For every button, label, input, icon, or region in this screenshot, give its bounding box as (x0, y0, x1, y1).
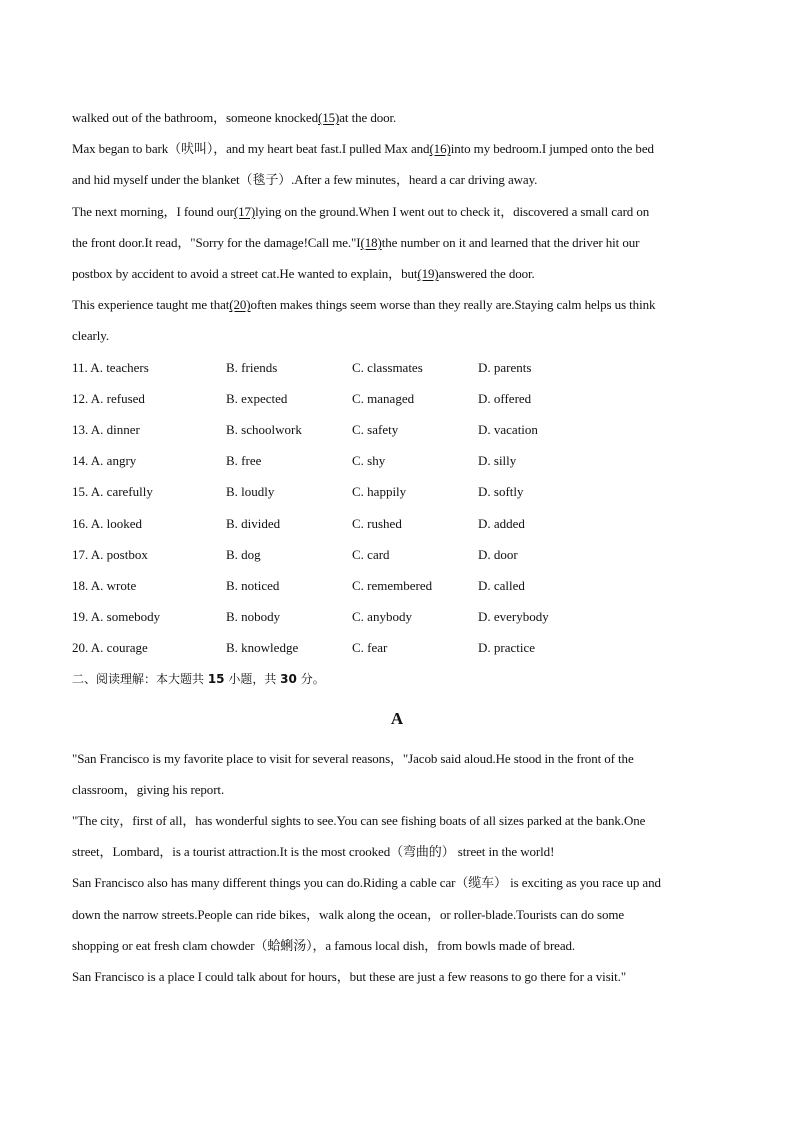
passage-a-title: A (390, 708, 404, 728)
passage-text: lying on the ground.When I went out to check it，discovered a small card on (255, 203, 650, 219)
option-row (72, 632, 722, 663)
passage-a (72, 743, 722, 993)
passage-text: walked out of the bathroom，someone knocked (72, 110, 318, 125)
option-choice: C. card (352, 546, 390, 562)
option-choice: C. anybody (352, 609, 412, 625)
option-choice: B. divided (226, 515, 281, 531)
option-choice: D. door (478, 546, 518, 562)
passage-line (72, 227, 722, 258)
option-choice: D. added (478, 515, 525, 531)
passage-text: into my bedroom.I jumped onto the bed (450, 141, 654, 157)
passage-text: the front door.It read，"Sorry for the damage!Call me."I (72, 234, 361, 250)
option-row (72, 383, 722, 414)
option-choice: C. fear (352, 640, 388, 656)
options-list (72, 352, 722, 664)
option-choice: D. everybody (478, 609, 549, 625)
option-choice: 17. A. postbox (72, 546, 148, 562)
passage-a-line: street，Lombard，is a tourist attraction.It is the most crooked（弯曲的） street in the world! (72, 844, 555, 860)
blank-number: (17) (233, 203, 256, 219)
option-choice: D. offered (478, 390, 532, 406)
option-row (72, 508, 722, 539)
option-choice: B. noticed (226, 577, 280, 593)
option-row (72, 445, 722, 476)
option-choice: B. nobody (226, 609, 281, 625)
option-choice: 12. A. refused (72, 390, 145, 406)
passage-line (72, 102, 722, 133)
blank-number: (16) (429, 141, 451, 157)
passage-text: The next morning，I found our (72, 203, 234, 219)
passage-a-line: San Francisco is a place I could talk about for hours，but these are just a few reasons to go there for a visit." (72, 968, 627, 984)
passage-text: at the door. (339, 110, 397, 125)
option-choice: 13. A. dinner (72, 422, 140, 437)
option-choice: D. silly (478, 453, 517, 469)
option-choice: D. practice (478, 640, 536, 656)
option-choice: 11. A. teachers (72, 359, 149, 375)
option-row (72, 570, 722, 601)
passage-a-line: classroom，giving his report. (72, 781, 225, 797)
option-choice: 16. A. looked (72, 515, 143, 531)
option-choice: C. safety (352, 422, 399, 437)
option-choice: 18. A. wrote (72, 577, 137, 593)
passage-a-line: shopping or eat fresh clam chowder（蛤蜊汤），a famous local dish，from bowls made of bread. (72, 937, 576, 953)
passage-text: answered the door. (438, 266, 535, 282)
option-choice: C. shy (352, 453, 386, 469)
option-row (72, 476, 722, 507)
blank-number: (18) (360, 234, 382, 250)
document-page (72, 102, 722, 992)
passage-text: Max began to bark（吠叫），and my heart beat fast.I pulled Max and (72, 141, 430, 157)
blank-number: (19) (417, 266, 439, 282)
option-choice: B. schoolwork (226, 422, 302, 437)
passage-text: often makes things seem worse than they really are.Staying calm helps us think (250, 297, 656, 313)
option-choice: C. happily (352, 484, 407, 500)
option-choice: 20. A. courage (72, 640, 148, 656)
passage-text: and hid myself under the blanket（毯子）.After a few minutes，heard a car driving away. (72, 172, 538, 188)
passage-a-line: San Francisco also has many different things you can do.Riding a cable car（缆车） is exciting as you race up and (72, 875, 661, 891)
option-choice: D. called (478, 577, 525, 593)
option-choice: 15. A. carefully (72, 484, 153, 500)
option-choice: B. expected (226, 390, 288, 406)
option-row (72, 414, 722, 445)
option-choice: B. knowledge (226, 640, 299, 656)
passage-line (72, 320, 722, 351)
passage-line (72, 196, 722, 227)
option-choice: C. remembered (352, 577, 433, 593)
passage-a-line: "San Francisco is my favorite place to visit for several reasons，"Jacob said aloud.He stood in the front of the (72, 750, 634, 766)
passage-text: the number on it and learned that the driver hit our (381, 234, 640, 250)
option-choice: D. softly (478, 484, 524, 500)
passage-line (72, 164, 722, 195)
passage-text: postbox by accident to avoid a street cat.He wanted to explain，but (72, 266, 418, 282)
section-heading: 二、阅读理解：本大题共 15 小题，共 30 分。 (72, 671, 325, 686)
option-choice: B. loudly (226, 484, 275, 500)
passage-text: This experience taught me that (72, 297, 230, 313)
passage-a-line: "The city，first of all，has wonderful sights to see.You can see fishing boats of all sizes parked at the bank.One (72, 812, 646, 828)
cloze-passage (72, 102, 722, 352)
passage-line (72, 133, 722, 164)
option-choice: D. vacation (478, 422, 538, 437)
option-choice: B. friends (226, 359, 278, 375)
option-row (72, 539, 722, 570)
option-choice: B. dog (226, 546, 261, 562)
blank-number: (15) (318, 110, 340, 125)
option-row (72, 352, 722, 383)
passage-a-line: down the narrow streets.People can ride bikes，walk along the ocean，or roller-blade.Tourists can do some (72, 906, 625, 922)
option-choice: C. classmates (352, 359, 423, 375)
option-choice: C. rushed (352, 515, 402, 531)
passage-text: clearly. (72, 328, 109, 344)
option-row (72, 601, 722, 632)
option-choice: 14. A. angry (72, 453, 137, 469)
option-choice: B. free (226, 453, 262, 469)
passage-line (72, 258, 722, 289)
option-choice: D. parents (478, 359, 532, 375)
passage-line (72, 289, 722, 320)
blank-number: (20) (229, 297, 251, 313)
option-choice: C. managed (352, 390, 415, 406)
option-choice: 19. A. somebody (72, 609, 161, 625)
